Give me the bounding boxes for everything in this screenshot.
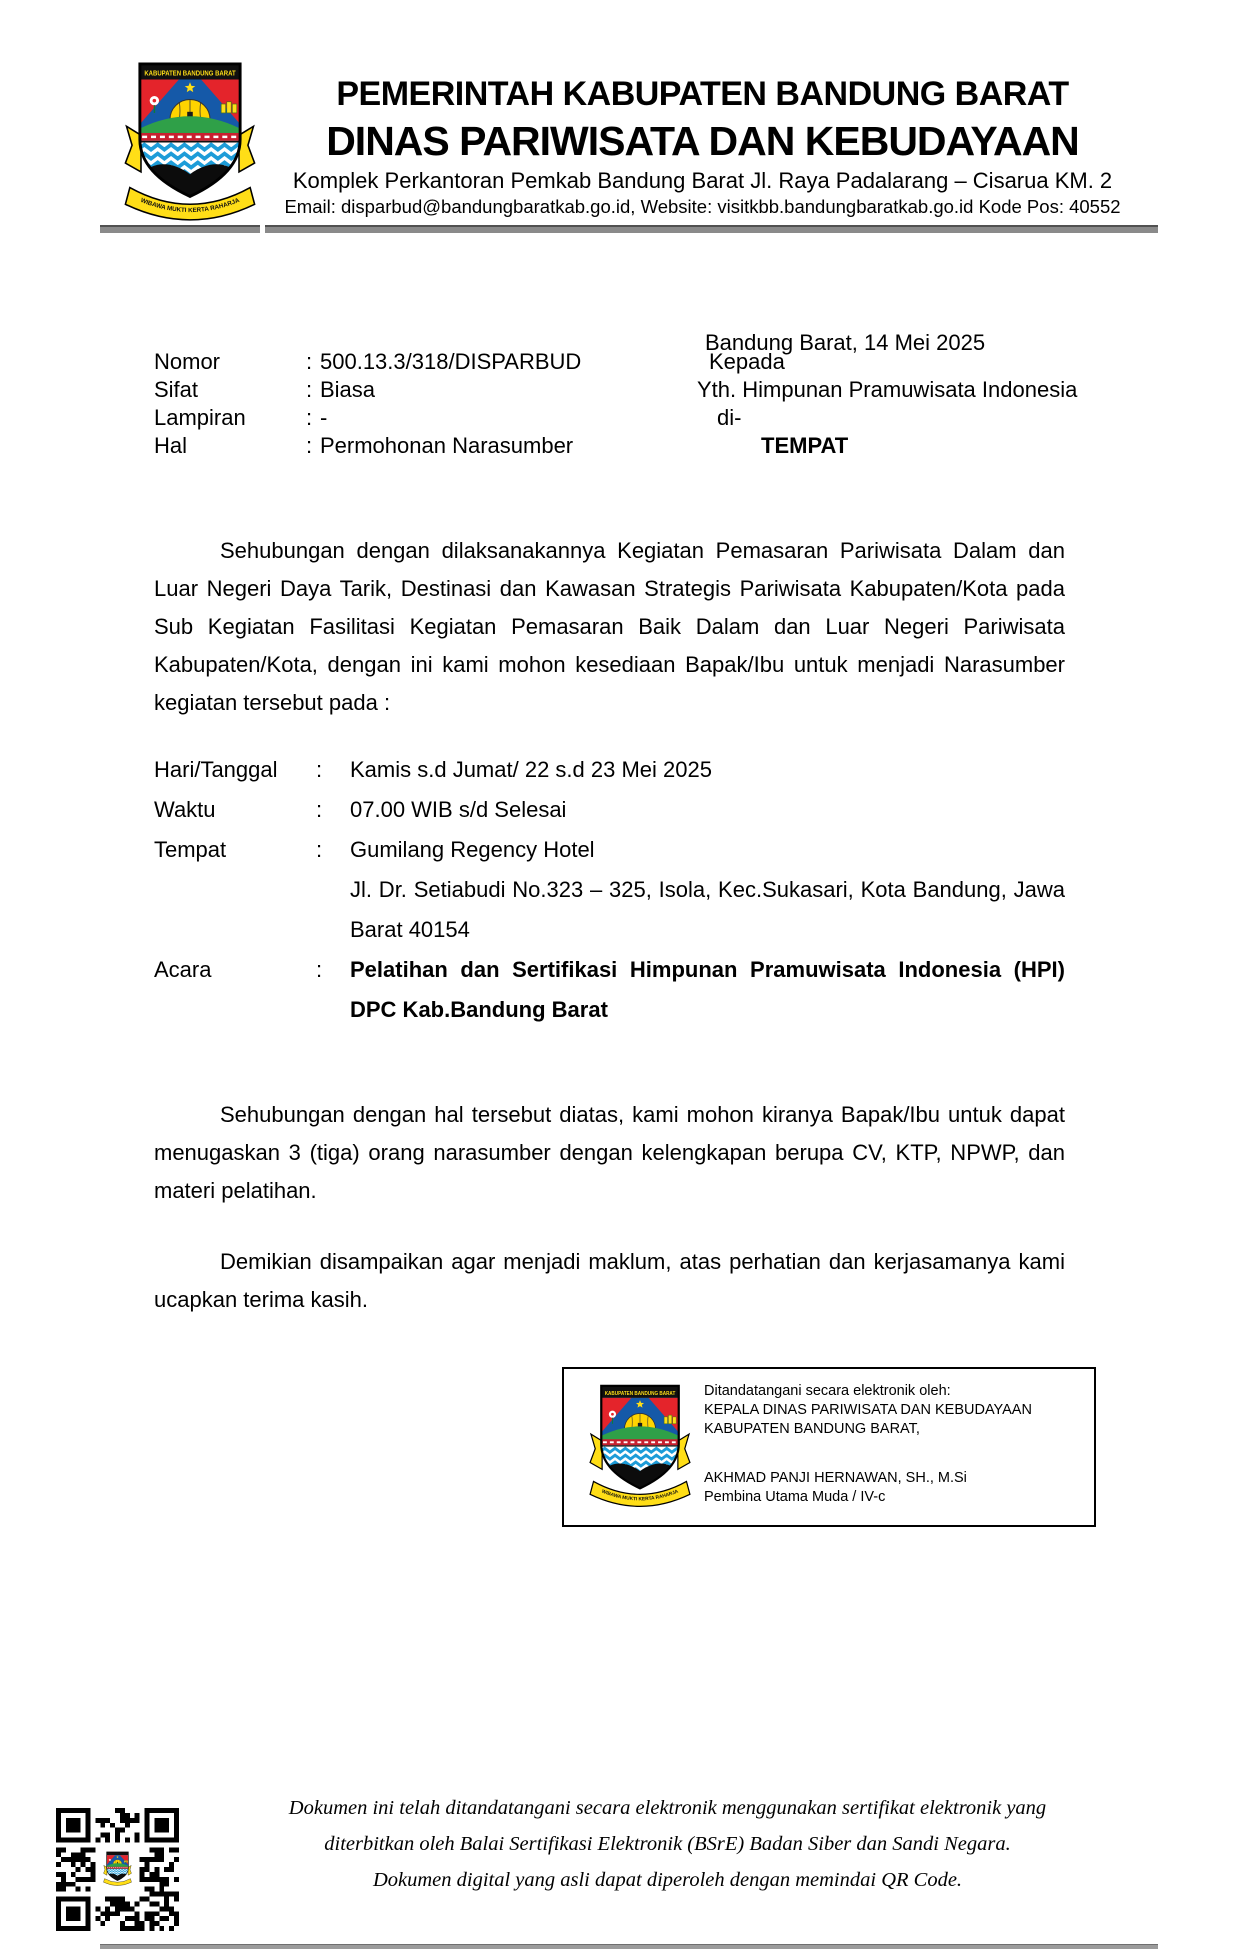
body-paragraph-2: Sehubungan dengan hal tersebut diatas, kami mohon kiranya Bapak/Ibu untuk dapat menugaskan 3 (tiga) orang narasumber dengan kelengkapan berupa CV, KTP, NPWP, dan materi pelatihan.: [154, 1102, 1065, 1203]
recipient-block: [697, 348, 1077, 460]
agency-title: DINAS PARIWISATA DAN KEBUDAYAAN: [326, 118, 1079, 164]
body-paragraph-3: Demikian disampaikan agar menjadi maklum, atas perhatian dan kerjasamanya kami ucapkan terima kasih.: [154, 1249, 1065, 1312]
letterhead-address: Komplek Perkantoran Pemkab Bandung Barat Jl. Raya Padalarang – Cisarua KM. 2: [292, 168, 1113, 193]
meta-row-hal: Hal : Permohonan Narasumber: [154, 433, 574, 458]
meta-value: Biasa: [320, 377, 376, 402]
svg-text:WIBAWA MUKTI KERTA RAHARJA: WIBAWA MUKTI KERTA RAHARJA: [600, 1489, 680, 1503]
regency-coat-of-arms-icon: [123, 55, 257, 231]
detail-row-tempat: Tempat : Gumilang Regency Hotel Jl. Dr. Setiabudi No.323 – 325, Isola, Kec.Sukasari, Kota Bandung, Jawa Barat 40154: [154, 837, 1065, 942]
signature-text: [704, 1382, 1032, 1507]
signer-name: AKHMAD PANJI HERNAWAN, SH., M.Si: [704, 1470, 967, 1486]
meta-row-lampiran: Lampiran : -: [154, 405, 328, 430]
date-line: Bandung Barat, 14 Mei 2025: [705, 330, 986, 355]
meta-value: 500.13.3/318/DISPARBUD: [320, 349, 582, 374]
meta-row-nomor: Nomor : 500.13.3/318/DISPARBUD: [154, 349, 582, 374]
detail-row-hari-tanggal: Hari/Tanggal : Kamis s.d Jumat/ 22 s.d 23 Mei 2025: [154, 757, 712, 782]
detail-row-waktu: Waktu : 07.00 WIB s/d Selesai: [154, 797, 567, 822]
meta-value: Permohonan Narasumber: [320, 433, 574, 458]
letterhead-contact: Email: disparbud@bandungbaratkab.go.id, Website: visitkbb.bandungbaratkab.go.id Kode Pos: 40552: [284, 196, 1121, 217]
qr-center-emblem-icon: [100, 1844, 135, 1894]
recipient-tempat: TEMPAT: [761, 433, 849, 458]
recipient-name: Yth. Himpunan Pramuwisata Indonesia: [697, 377, 1078, 402]
signature-method: Ditandatangani secara elektronik oleh:: [704, 1383, 951, 1399]
meta-value: -: [320, 405, 328, 430]
detail-row-acara: Acara : Pelatihan dan Sertifikasi Himpunan Pramuwisata Indonesia (HPI) DPC Kab.Bandung Barat: [154, 957, 1065, 1022]
government-title: PEMERINTAH KABUPATEN BANDUNG BARAT: [336, 75, 1069, 113]
electronic-signature-box: [562, 1367, 1096, 1527]
svg-text:KABUPATEN BANDUNG BARAT: KABUPATEN BANDUNG BARAT: [604, 1390, 676, 1397]
meta-block: [154, 348, 581, 460]
signature-coat-of-arms-icon: [588, 1379, 692, 1515]
signer-title-1: KEPALA DINAS PARIWISATA DAN KEBUDAYAAN: [704, 1402, 1032, 1418]
letterhead-divider: [100, 225, 1158, 233]
event-details: [154, 750, 1065, 1030]
footer-disclaimer: Dokumen ini telah ditandatangani secara elektronik menggunakan sertifikat elektronik yang diterbitkan oleh Balai Sertifikasi Elektronik (BSrE) Badan Siber dan Sandi Negara. Dokumen digital yang asli dapat diperoleh dengan memindai QR Code.: [288, 1797, 1047, 1891]
meta-row-sifat: Sifat : Biasa: [154, 377, 376, 402]
recipient-kepada: Kepada: [709, 349, 785, 374]
divider-notch: [260, 225, 265, 235]
bottom-rule: [100, 1944, 1158, 1949]
svg-text:KABUPATEN BANDUNG BARAT: KABUPATEN BANDUNG BARAT: [144, 70, 237, 78]
letterhead: [250, 72, 1155, 218]
recipient-di: di-: [717, 405, 742, 430]
qr-code: [56, 1808, 179, 1931]
svg-text:WIBAWA MUKTI KERTA RAHARJA: WIBAWA MUKTI KERTA RAHARJA: [139, 196, 241, 215]
body-paragraph-1: Sehubungan dengan dilaksanakannya Kegiatan Pemasaran Pariwisata Dalam dan Luar Negeri Daya Tarik, Destinasi dan Kawasan Strategis Pariwisata Kabupaten/Kota pada Sub Kegiatan Fasilitasi Kegiatan Pemasaran Baik Dalam dan Luar Negeri Pariwisata Kabupaten/Kota, dengan ini kami mohon kesediaan Bapak/Ibu untuk menjadi Narasumber kegiatan tersebut pada :: [154, 538, 1065, 715]
signer-title-2: KABUPATEN BANDUNG BARAT,: [704, 1421, 920, 1437]
signer-rank: Pembina Utama Muda / IV-c: [704, 1489, 886, 1505]
